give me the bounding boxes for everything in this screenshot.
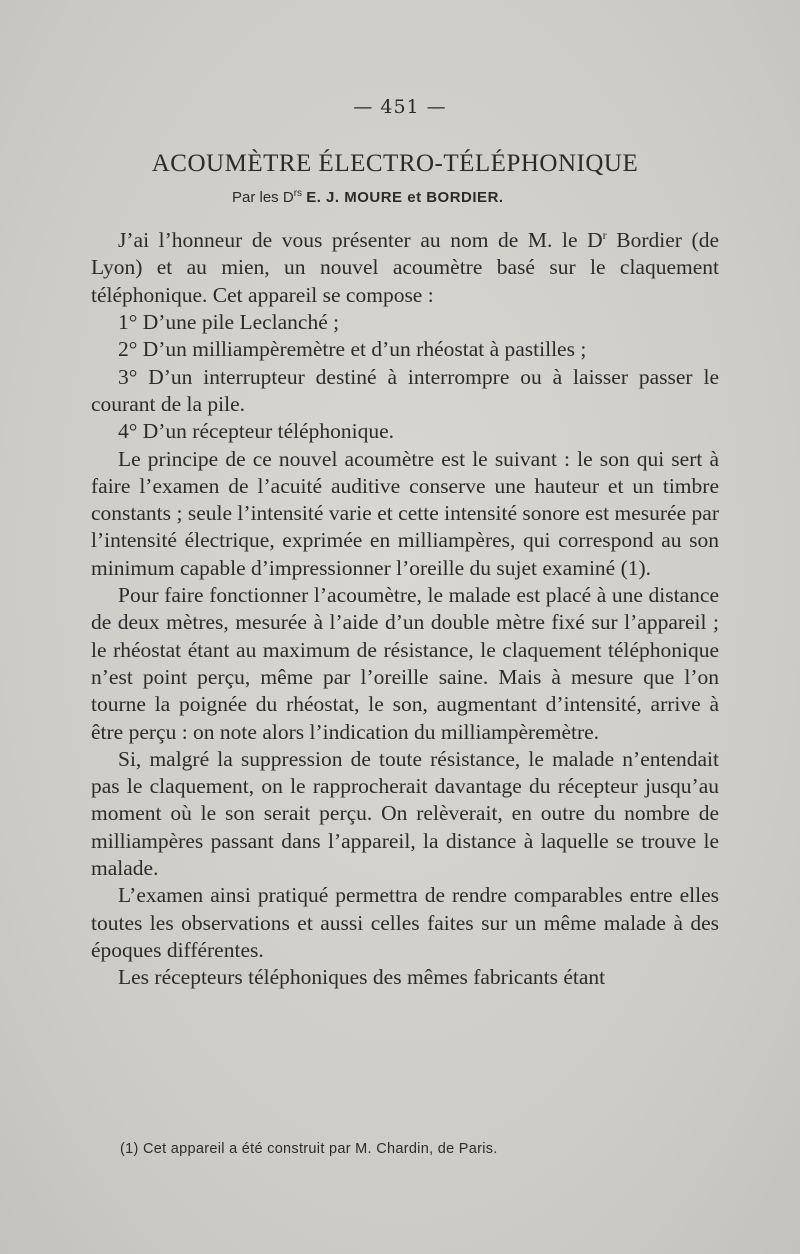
paragraph-examination: L’examen ainsi pratiqué permettra de rendre comparables entre elles toutes les observations et aussi celles faites sur un même malade à des époques différentes. — [91, 883, 719, 962]
footnote: (1) Cet appareil a été construit par M. Chardin, de Paris. — [120, 1141, 498, 1157]
paragraph-text: J’ai l’honneur de vous présenter au nom de M. le D — [118, 228, 603, 253]
list-item-1: 1° D’une pile Leclanché ; — [118, 310, 340, 335]
byline — [232, 188, 504, 206]
paragraph-1 — [91, 222, 719, 309]
list-item-2: 2° D’un milliampèremètre et d’un rhéostat à pastilles ; — [118, 337, 587, 362]
paragraph-operation: Pour faire fonctionner l’acoumètre, le malade est placé à une distance de deux mètres, mesurée à l’aide d’un double mètre fixé sur l’appareil ; le rhéostat étant au maximum de résistance, le claquement téléphonique n’est point perçu, même par l’oreille saine. Mais à mesure que l’on tourne la poignée du rhéostat, le son, augmentant d’intensité, arrive à être perçu : on note alors l’indication du milliampèremètre. — [91, 583, 719, 744]
paragraph-text: Bordier (de Lyon) et au mien, un nouvel acoumètre basé sur le claquement téléphonique. Cet appareil se compose : — [91, 228, 719, 307]
page-number: — 451 — — [353, 96, 447, 118]
paragraph-sup: r — [602, 228, 607, 242]
byline-prefix: Par les D — [232, 189, 294, 206]
list-item-4: 4° D’un récepteur téléphonique. — [118, 419, 395, 444]
paragraph-principle: Le principe de ce nouvel acoumètre est le suivant : le son qui sert à faire l’examen de l’acuité auditive conserve une hauteur et un timbre constants ; seule l’intensité varie et cette intensité sonore est mesurée par l’intensité électrique, exprimée en milliampères, qui correspond au son minimum capable d’impressionner l’oreille du sujet examiné (1). — [91, 446, 719, 580]
byline-authors: E. J. MOURE et BORDIER. — [306, 189, 504, 206]
paragraph-receivers: Les récepteurs téléphoniques des mêmes fabricants étant — [118, 965, 606, 990]
paragraph-no-resistance: Si, malgré la suppression de toute résistance, le malade n’entendait pas le claquement, on le rapprocherait davantage du récepteur jusqu’au moment où le son serait perçu. On relèverait, en outre du nombre de milliampères passant dans l’appareil, la distance à laquelle se trouve le malade. — [91, 746, 719, 880]
article-title: ACOUMÈTRE ÉLECTRO-TÉLÉPHONIQUE — [151, 150, 639, 177]
byline-sup: rs — [293, 188, 303, 199]
article-body — [91, 222, 719, 991]
list-item-3: 3° D’un interrupteur destiné à interrompre ou à laisser passer le courant de la pile. — [91, 364, 719, 416]
